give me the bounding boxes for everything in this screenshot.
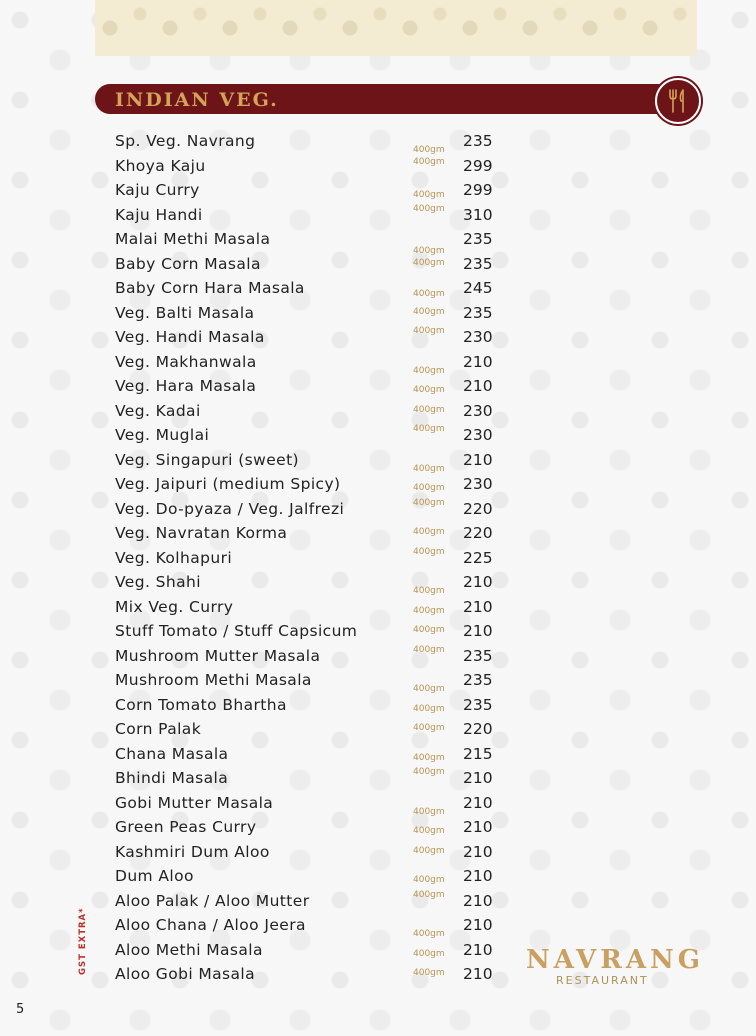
menu-item (115, 842, 515, 867)
menu-item-weight: 400gm (413, 497, 445, 508)
menu-item-price: 210 (463, 769, 493, 787)
menu-item (115, 303, 515, 328)
menu-item (115, 646, 515, 671)
menu-item-weight: 400gm (413, 752, 445, 763)
menu-item-weight: 400gm (413, 826, 445, 836)
menu-item-price: 210 (463, 867, 493, 885)
restaurant-logo: NAVRANG (526, 945, 704, 975)
menu-item-weight: 400gm (413, 845, 445, 856)
menu-item-price: 210 (463, 573, 493, 591)
menu-item-price: 210 (463, 352, 493, 371)
menu-item (115, 621, 515, 646)
menu-item-weight: 400gm (413, 806, 445, 817)
menu-item-weight: 400gm (413, 463, 445, 474)
menu-item-name: Veg. Kolhapuri (115, 548, 233, 567)
menu-item-price: 235 (463, 695, 493, 714)
menu-item-name: Veg. Kadai (115, 401, 201, 420)
menu-item (115, 915, 515, 940)
menu-item-price: 210 (463, 965, 493, 983)
menu-item (115, 278, 515, 303)
menu-item (115, 940, 515, 965)
menu-list (115, 131, 515, 989)
menu-item (115, 499, 515, 524)
menu-item-name: Aloo Chana / Aloo Jeera (115, 916, 306, 934)
section-header (95, 84, 670, 114)
menu-item (115, 670, 515, 695)
menu-item (115, 523, 515, 548)
menu-item-name: Dum Aloo (115, 867, 194, 885)
menu-item-name: Kashmiri Dum Aloo (115, 842, 270, 861)
menu-item-price: 235 (463, 254, 493, 273)
menu-item-price: 299 (463, 181, 493, 199)
menu-item-price: 299 (463, 156, 493, 175)
menu-item-price: 210 (463, 622, 493, 640)
menu-item-price: 210 (463, 842, 493, 861)
menu-item-price: 235 (463, 230, 493, 248)
menu-item-weight: 400gm (413, 257, 445, 268)
menu-item-price: 210 (463, 940, 493, 959)
menu-item (115, 474, 515, 499)
menu-item-weight: 400gm (413, 586, 445, 596)
fork-knife-icon (655, 78, 701, 124)
gst-note: GST EXTRA* (78, 907, 88, 975)
menu-item-name: Mushroom Methi Masala (115, 671, 312, 689)
menu-item (115, 866, 515, 891)
menu-item-name: Stuff Tomato / Stuff Capsicum (115, 622, 358, 640)
menu-item-name: Veg. Singapuri (sweet) (115, 450, 299, 469)
menu-item (115, 327, 515, 352)
menu-item-price: 210 (463, 377, 493, 395)
menu-item-name: Kaju Curry (115, 181, 200, 199)
menu-item-name: Aloo Methi Masala (115, 940, 263, 959)
menu-item (115, 254, 515, 279)
menu-item-weight: 400gm (413, 889, 445, 900)
menu-item-price: 230 (463, 328, 493, 346)
menu-item-name: Bhindi Masala (115, 769, 229, 787)
menu-item (115, 131, 515, 156)
menu-item-name: Baby Corn Hara Masala (115, 279, 305, 297)
menu-item-weight: 400gm (413, 424, 445, 434)
menu-item (115, 352, 515, 377)
menu-item-weight: 400gm (413, 145, 445, 155)
menu-item-weight: 400gm (413, 684, 445, 694)
menu-item-price: 230 (463, 475, 493, 493)
menu-item-weight: 400gm (413, 546, 445, 557)
menu-item-weight: 400gm (413, 365, 445, 376)
menu-item (115, 401, 515, 426)
menu-item-price: 310 (463, 205, 493, 224)
menu-item (115, 817, 515, 842)
menu-item-weight: 400gm (413, 527, 445, 537)
menu-item-weight: 400gm (413, 723, 445, 733)
menu-item-name: Green Peas Curry (115, 818, 257, 836)
menu-item-weight: 400gm (413, 483, 445, 493)
menu-item-price: 220 (463, 499, 493, 518)
menu-item-name: Gobi Mutter Masala (115, 793, 274, 812)
menu-item-name: Malai Methi Masala (115, 230, 271, 248)
menu-item-weight: 400gm (413, 404, 445, 415)
menu-item-price: 210 (463, 450, 493, 469)
menu-item (115, 450, 515, 475)
menu-item-name: Veg. Do-pyaza / Veg. Jalfrezi (115, 499, 345, 518)
menu-item-name: Mix Veg. Curry (115, 597, 234, 616)
menu-item (115, 744, 515, 769)
menu-item-name: Khoya Kaju (115, 156, 206, 175)
menu-item-name: Aloo Gobi Masala (115, 965, 256, 983)
menu-item-name: Veg. Hara Masala (115, 377, 257, 395)
menu-item-weight: 400gm (413, 968, 445, 978)
menu-item-price: 230 (463, 426, 493, 444)
menu-item-weight: 400gm (413, 306, 445, 317)
menu-item (115, 229, 515, 254)
menu-item-price: 210 (463, 597, 493, 616)
menu-item-price: 235 (463, 671, 493, 689)
menu-item-name: Veg. Jaipuri (medium Spicy) (115, 475, 341, 493)
section-title: INDIAN VEG. (115, 89, 279, 111)
menu-item-weight: 400gm (413, 605, 445, 616)
menu-item-weight: 400gm (413, 203, 445, 214)
restaurant-logo-subtitle: RESTAURANT (556, 974, 649, 987)
menu-item-price: 215 (463, 744, 493, 763)
menu-item (115, 548, 515, 573)
menu-item (115, 180, 515, 205)
menu-item-price: 225 (463, 548, 493, 567)
menu-item-weight: 400gm (413, 625, 445, 635)
menu-item-weight: 400gm (413, 289, 445, 299)
menu-item-name: Veg. Handi Masala (115, 328, 265, 346)
menu-item-weight: 400gm (413, 246, 445, 256)
menu-item-name: Sp. Veg. Navrang (115, 132, 256, 150)
menu-item-price: 210 (463, 793, 493, 812)
menu-item-price: 210 (463, 891, 493, 910)
menu-item (115, 205, 515, 230)
menu-item-name: Veg. Makhanwala (115, 352, 257, 371)
menu-item (115, 156, 515, 181)
menu-item-weight: 400gm (413, 190, 445, 200)
menu-item-name: Aloo Palak / Aloo Mutter (115, 891, 310, 910)
menu-item-name: Veg. Navratan Korma (115, 524, 288, 542)
menu-item-weight: 400gm (413, 326, 445, 336)
menu-item (115, 425, 515, 450)
menu-item-name: Corn Tomato Bhartha (115, 695, 287, 714)
page-number: 5 (16, 1002, 25, 1017)
menu-item (115, 597, 515, 622)
menu-item-name: Kaju Handi (115, 205, 203, 224)
menu-item-price: 235 (463, 303, 493, 322)
menu-item-price: 235 (463, 132, 493, 150)
menu-item (115, 695, 515, 720)
menu-item-name: Baby Corn Masala (115, 254, 261, 273)
menu-item-name: Veg. Muglai (115, 426, 210, 444)
menu-item (115, 891, 515, 916)
menu-item-price: 235 (463, 646, 493, 665)
menu-item-weight: 400gm (413, 644, 445, 655)
menu-item-weight: 400gm (413, 948, 445, 959)
menu-item-name: Veg. Balti Masala (115, 303, 255, 322)
menu-item-price: 210 (463, 818, 493, 836)
menu-item-weight: 400gm (413, 875, 445, 885)
menu-item (115, 376, 515, 401)
menu-item-price: 220 (463, 524, 493, 542)
menu-item-name: Mushroom Mutter Masala (115, 646, 321, 665)
menu-item (115, 793, 515, 818)
menu-item (115, 964, 515, 989)
menu-item (115, 572, 515, 597)
menu-item-weight: 400gm (413, 767, 445, 777)
menu-item-weight: 400gm (413, 385, 445, 395)
menu-item-name: Veg. Shahi (115, 573, 201, 591)
menu-item-weight: 400gm (413, 156, 445, 167)
menu-item-price: 230 (463, 401, 493, 420)
menu-item (115, 768, 515, 793)
menu-item-name: Corn Palak (115, 720, 202, 738)
menu-item-weight: 400gm (413, 703, 445, 714)
top-decorative-band (95, 0, 697, 56)
menu-item-price: 220 (463, 720, 493, 738)
menu-item-price: 245 (463, 279, 493, 297)
menu-item-name: Chana Masala (115, 744, 229, 763)
menu-item (115, 719, 515, 744)
menu-item-weight: 400gm (413, 929, 445, 939)
menu-item-price: 210 (463, 916, 493, 934)
